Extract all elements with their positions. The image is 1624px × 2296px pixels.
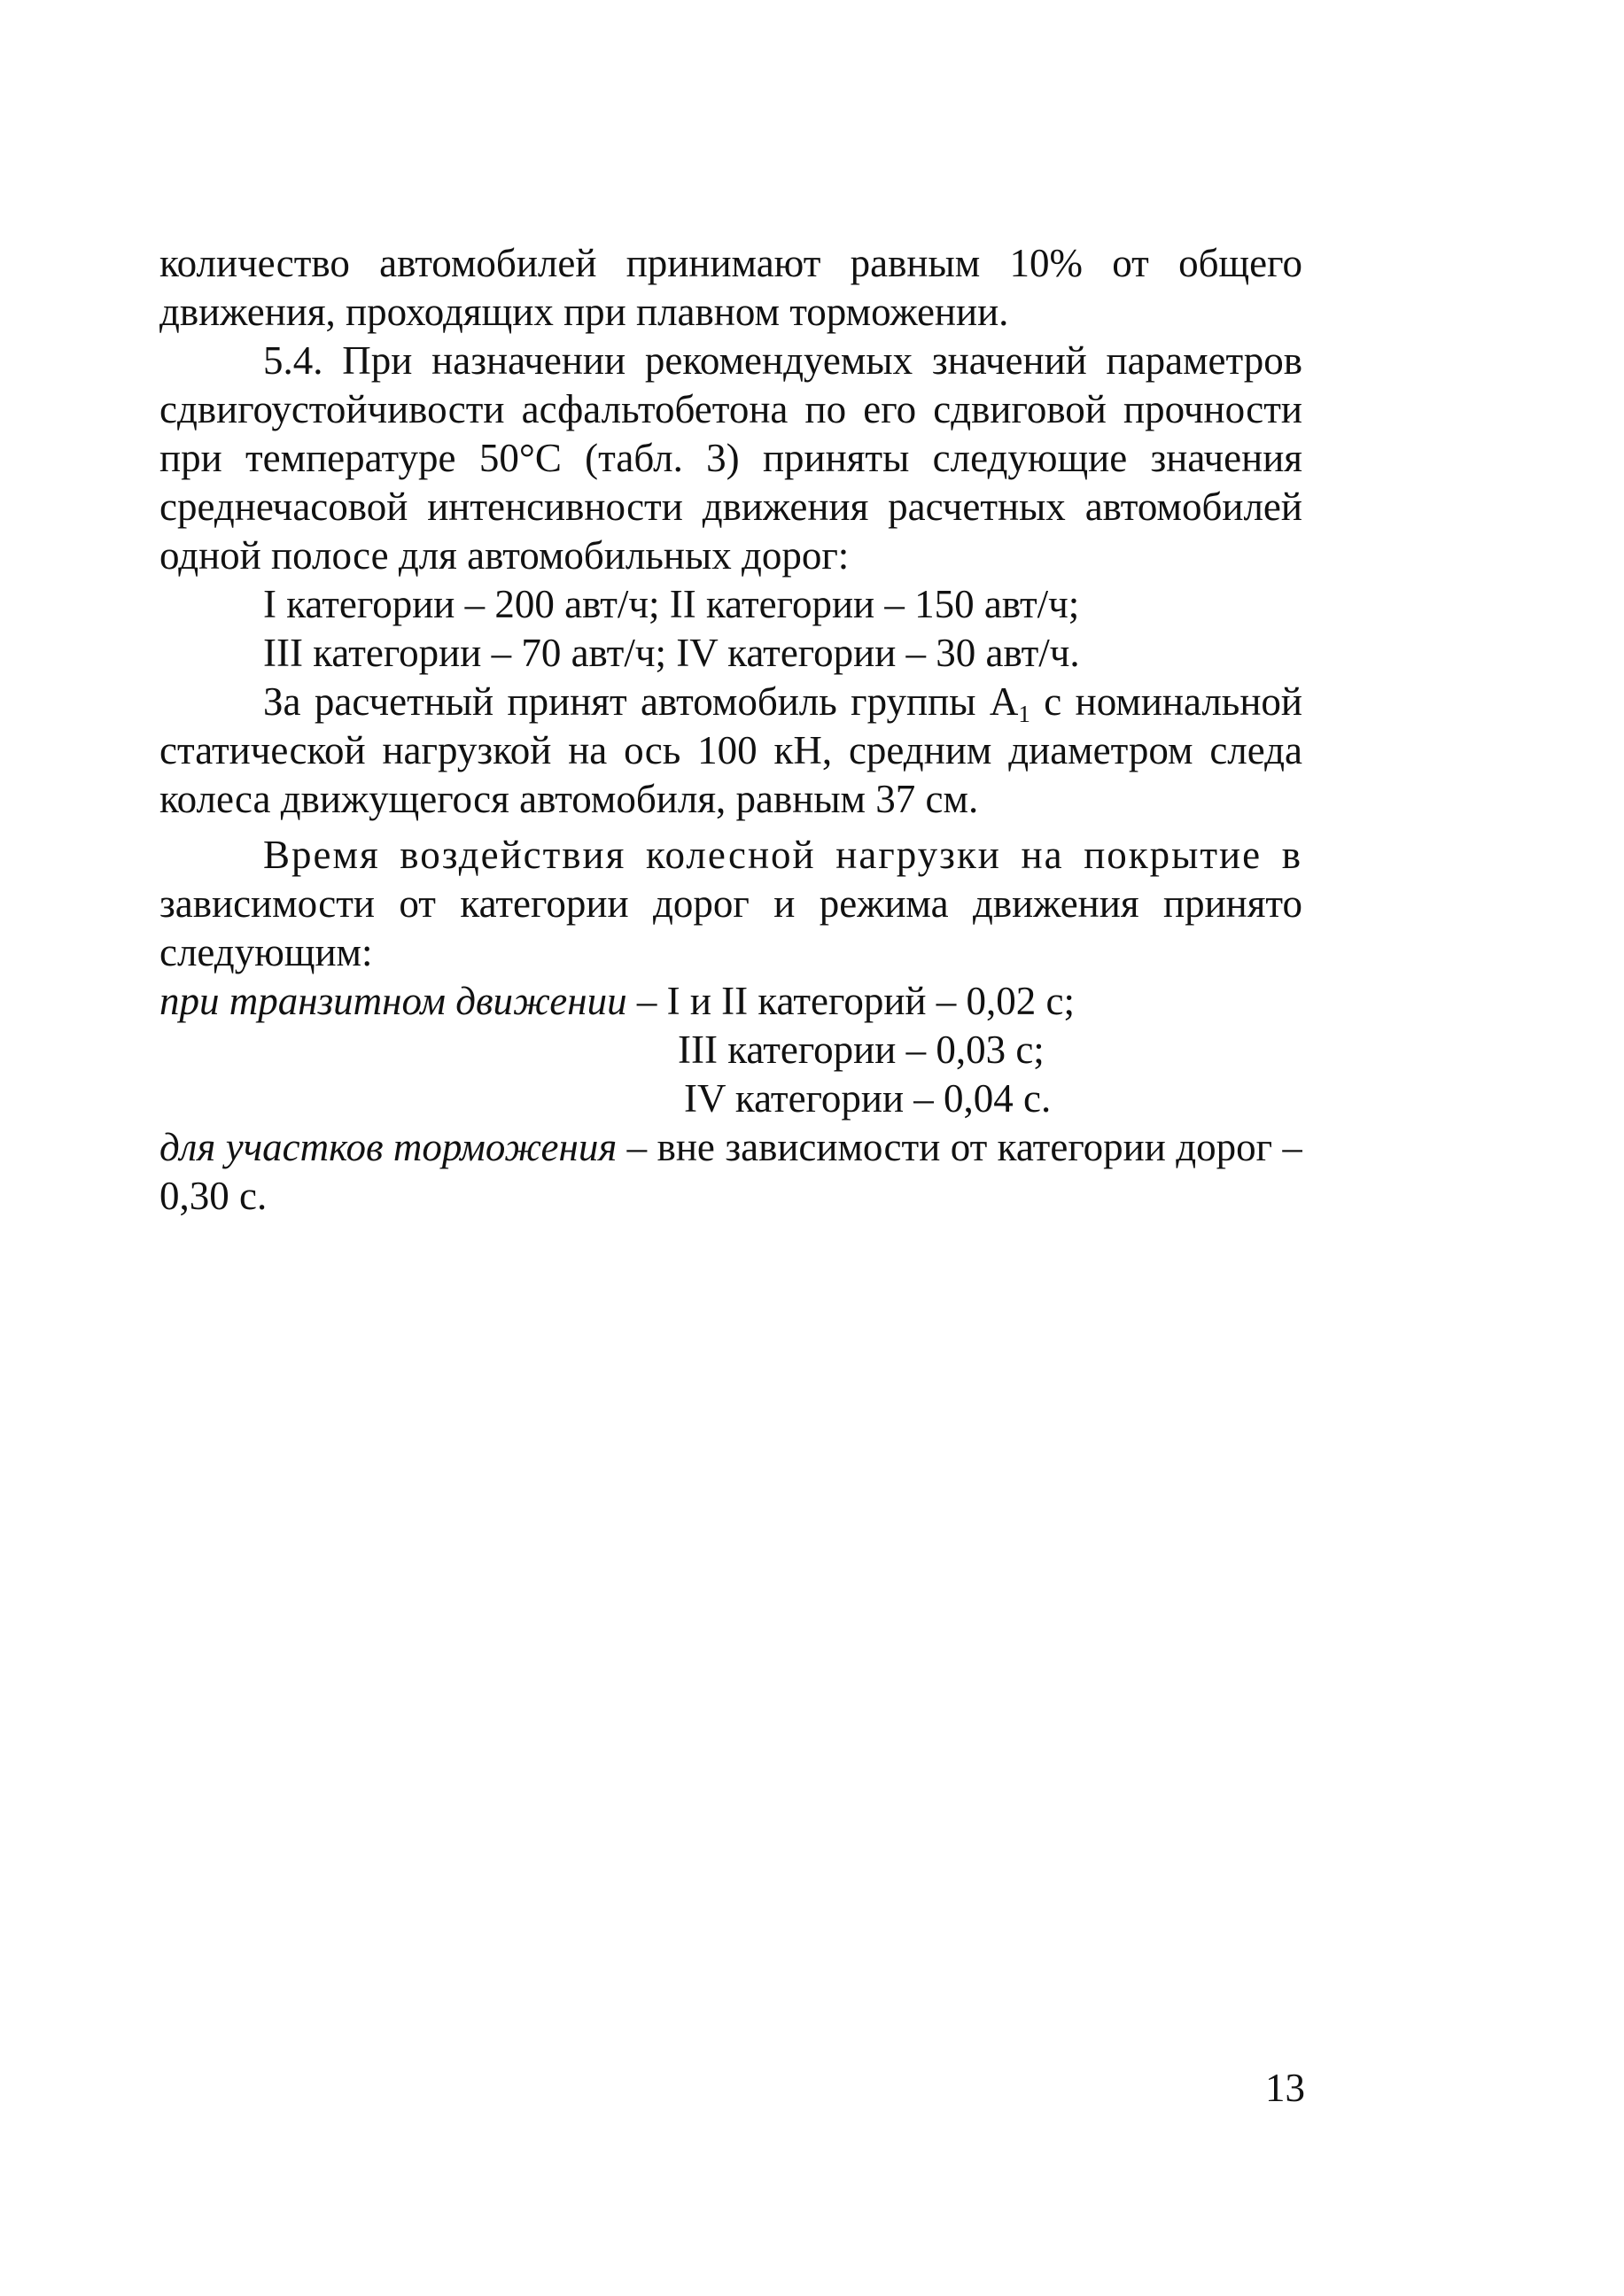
paragraph-line: среднечасовой интенсивности движения расчетных автомобилей [159, 485, 1302, 529]
body-text [159, 239, 1302, 1221]
transit-traffic-line [159, 977, 1302, 1026]
paragraph-line: Время воздействия колесной нагрузки на покрытие в [263, 833, 1302, 877]
transit-traffic-value: – I и II категорий – 0,02 с; [626, 979, 1075, 1023]
transit-traffic-line: IV категории – 0,04 с. [684, 1076, 1052, 1121]
braking-section-value: – вне зависимости от категории дорог – [617, 1125, 1302, 1169]
paragraph-line: статической нагрузкой на ось 100 кН, средним диаметром следа [159, 728, 1302, 772]
paragraph-line [159, 678, 1302, 726]
braking-section-line: 0,30 с. [159, 1174, 268, 1218]
paragraph-line: колеса движущегося автомобиля, равным 37 см. [159, 777, 979, 821]
traffic-intensity-line: I категории – 200 авт/ч; II категории – 150 авт/ч; [263, 582, 1080, 626]
section-heading-line: 5.4. При назначении рекомендуемых значений параметров [263, 338, 1302, 383]
braking-section-line [159, 1123, 1302, 1172]
paragraph-line: следующим: [159, 930, 373, 974]
paragraph-line: сдвигоустойчивости асфальтобетона по его сдвиговой прочности [159, 387, 1302, 431]
vehicle-group-text-end: с номинальной [1030, 679, 1302, 724]
paragraph-line: количество автомобилей принимают равным 10% от общего [159, 241, 1302, 285]
braking-section-label: для участков торможения [159, 1125, 618, 1169]
paragraph-line: одной полосе для автомобильных дорог: [159, 533, 850, 578]
transit-traffic-line: III категории – 0,03 с; [678, 1028, 1045, 1072]
vehicle-group-subscript: 1 [1018, 701, 1030, 726]
paragraph-line: при температуре 50°С (табл. 3) приняты следующие значения [159, 436, 1302, 480]
transit-traffic-label: при транзитном движении [159, 979, 627, 1023]
vehicle-group-text: За расчетный принят автомобиль группы А [263, 679, 1019, 724]
page-number: 13 [1265, 2066, 1305, 2110]
paragraph-line: движения, проходящих при плавном торможении. [159, 290, 1009, 334]
paragraph-line: зависимости от категории дорог и режима движения принято [159, 881, 1302, 926]
traffic-intensity-line: III категории – 70 авт/ч; IV категории – 30 авт/ч. [263, 631, 1080, 675]
